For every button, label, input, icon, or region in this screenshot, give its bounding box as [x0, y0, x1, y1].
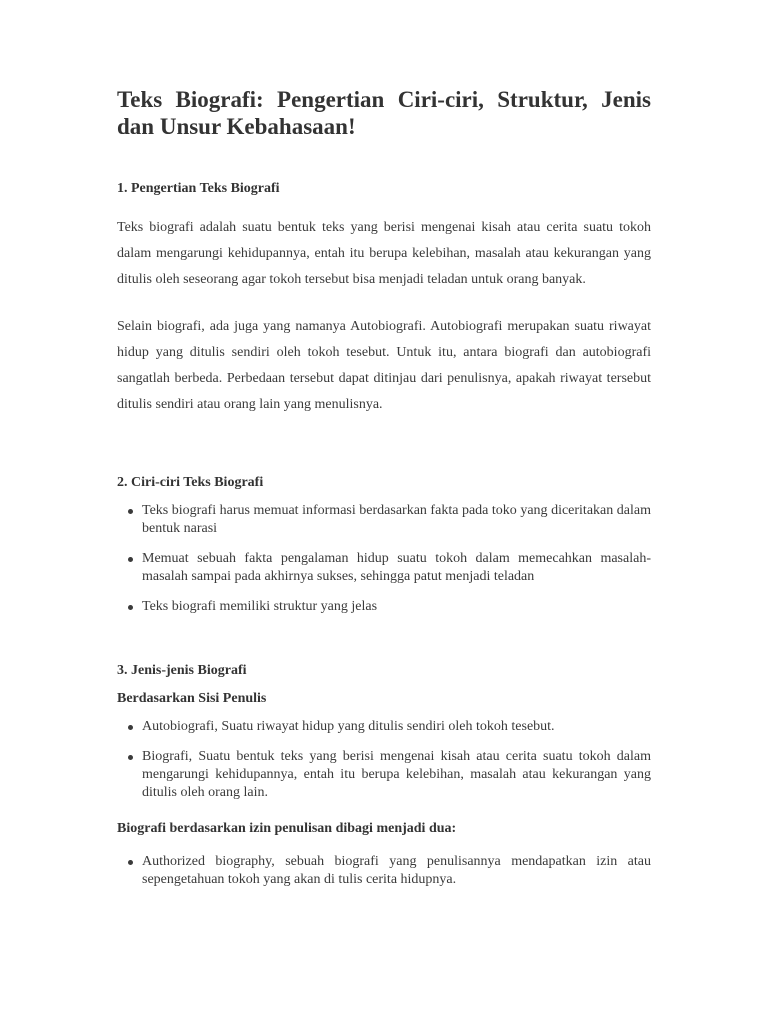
bullet-icon	[128, 860, 133, 865]
list-item	[117, 502, 651, 538]
bullet-icon	[128, 725, 133, 730]
list-item	[117, 853, 651, 889]
list-item	[117, 550, 651, 586]
subheading-izin-penulisan: Biografi berdasarkan izin penulisan dibagi menjadi dua:	[117, 821, 457, 836]
bullet-icon	[128, 605, 133, 610]
list-item-text: Autobiografi, Suatu riwayat hidup yang ditulis sendiri oleh tokoh tesebut.	[142, 719, 555, 734]
list-item	[117, 718, 651, 736]
section-heading-ciri-ciri: 2. Ciri-ciri Teks Biografi	[117, 475, 264, 490]
bullet-icon	[128, 509, 133, 514]
list-item	[117, 748, 651, 802]
paragraph-pengertian-1: Teks biografi adalah suatu bentuk teks yang berisi mengenai kisah atau cerita suatu tokoh dalam mengarungi kehidupannya, entah itu berupa kelebihan, masalah atau kekurangan yang ditulis oleh seseorang agar tokoh tersebut bisa menjadi teladan untuk orang banyak.	[117, 220, 651, 287]
list-item-text: Memuat sebuah fakta pengalaman hidup suatu tokoh dalam memecahkan masalah-masalah sampai pada akhirnya sukses, sehingga patut menjadi teladan	[142, 551, 651, 584]
jenis-izin-penulisan-list	[117, 853, 651, 889]
bullet-icon	[128, 755, 133, 760]
document-title: Teks Biografi: Pengertian Ciri-ciri, Struktur, Jenis dan Unsur Kebahasaan!	[117, 87, 651, 139]
bullet-icon	[128, 557, 133, 562]
list-item-text: Teks biografi memiliki struktur yang jelas	[142, 599, 378, 614]
list-item-text: Authorized biography, sebuah biografi yang penulisannya mendapatkan izin atau sepengetahuan tokoh yang akan di tulis cerita hidupnya.	[142, 854, 651, 887]
list-item-text: Biografi, Suatu bentuk teks yang berisi mengenai kisah atau cerita suatu tokoh dalam mengarungi kehidupannya, entah itu berupa kelebihan, masalah atau kekurangan yang ditulis oleh orang lain.	[142, 749, 651, 800]
section-heading-jenis-jenis: 3. Jenis-jenis Biografi	[117, 663, 247, 678]
jenis-sisi-penulis-list	[117, 718, 651, 802]
section-heading-pengertian: 1. Pengertian Teks Biografi	[117, 181, 280, 196]
subheading-sisi-penulis: Berdasarkan Sisi Penulis	[117, 691, 267, 706]
list-item	[117, 598, 651, 616]
ciri-ciri-list	[117, 502, 651, 616]
list-item-text: Teks biografi harus memuat informasi berdasarkan fakta pada toko yang diceritakan dalam bentuk narasi	[142, 503, 651, 536]
paragraph-pengertian-2: Selain biografi, ada juga yang namanya Autobiografi. Autobiografi merupakan suatu riwayat hidup yang ditulis sendiri oleh tokoh tesebut. Untuk itu, antara biografi dan autobiografi sangatlah berbeda. Perbedaan tersebut dapat ditinjau dari penulisnya, apakah riwayat tersebut ditulis sendiri atau orang lain yang menulisnya.	[117, 319, 651, 412]
